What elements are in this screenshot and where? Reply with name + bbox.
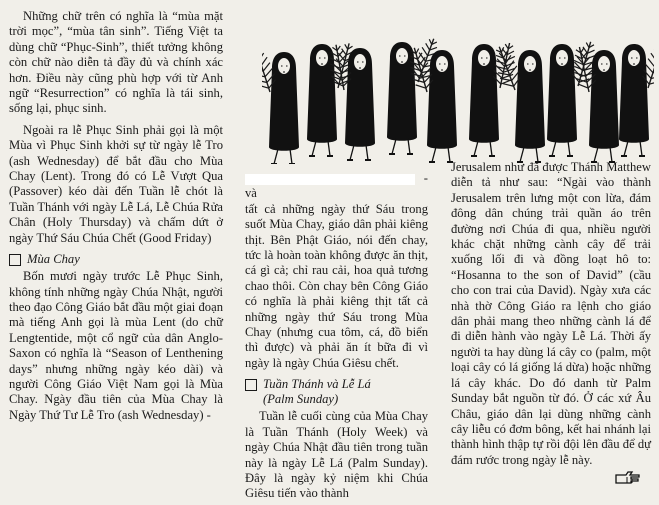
continuation-tail: - và <box>245 171 428 201</box>
section-heading-holy-week <box>245 377 428 407</box>
section-heading-lent <box>9 252 223 267</box>
section-heading-lent-text: Mùa Chay <box>27 252 80 267</box>
checkbox-square-icon <box>9 254 21 266</box>
paragraph-holy-week: Tuần lễ cuối cùng của Mùa Chay là Tuần Thánh (Holy Week) và ngày Chúa Nhật đầu tiên trong tuần này là ngày Lễ Lá (Palm Sunday). Đây là ngày kỷ niệm khi Chúa Giêsu tiến vào thành <box>245 409 428 501</box>
blank-strip <box>245 174 415 185</box>
paragraph-fasting: tất cả những ngày thứ Sáu trong suốt Mùa Chay, giáo dân phải kiêng thịt. Bên Phật Giáo, nói đến chay, tức là hoàn toàn không được ăn thịt, cá gì cả; chỉ rau cải, hoa quả tương chao thôi. Còn chay bên Công Giáo có nghĩa là phải kiêng thịt tất cả những ngày thứ Sáu trong Mùa Chay (nhưng cua tôm, cá, đồ biển thì được) và phải ăn ít bữa đi vì ngày là ngày Chúa Giêsu chết. <box>245 201 428 370</box>
paragraph-continuation-line <box>245 171 428 202</box>
pointing-hand-icon <box>615 471 641 485</box>
nuns-with-palm-fronds-illustration <box>262 14 654 164</box>
paragraph-easter-season: Ngoài ra lễ Phục Sinh phải gọi là một Mùa vì Phục Sinh khởi sự từ ngày lễ Tro (ash Wednesday) để bắt đầu cho Mùa Chay (Lent). Trong đó có Lễ Vượt Qua (Passover) kéo dài đến Tuần lễ chót là Tuần Thánh với ngày Lễ Lá, Lễ Chúa Rửa Chân (Holy Thursday) và chấm dứt ở ngày Thứ Sáu Chúa Chết (Good Friday) <box>9 122 223 245</box>
paragraph-lent: Bốn mươi ngày trước Lễ Phục Sinh, không tính những ngày Chúa Nhật, người theo đạo Công Giáo bắt đầu một giai đoạn mà tiếng Anh gọi là mùa Lent (do chữ Lengtentide, một cổ ngữ của dân Anglo-Saxon có nghĩa là “Season of Lenthening days” nhưng những ngày kéo dài) và người Công Giáo Việt Nam gọi là Mùa Chay. Ngày đầu tiên của Mùa Chay là Ngày Thứ Tư Lễ Tro (ash Wednesday) - <box>9 269 223 422</box>
column-3 <box>451 160 651 468</box>
paragraph-jerusalem: Jerusalem như đã được Thánh Matthew diễn tả như sau: “Ngài vào thành Jerusalem trên lưng một con lừa, đám đông dân chúng trải quần áo trên đường nơi Chúa đi qua, nhiều người khác chặt những cành cây để trải xuống lối đi và đồng loạt hô to: “Hosanna to the son of David” (cầu cho con trai của David). Ngày xưa các nhà thờ Công Giáo ra lệnh cho giáo dân phải mang theo những cành lá để đi diễn hành vào ngày Lễ Lá. Thời ấy người ta hay dùng lá cây co (palm, một loại cây có lá giống lá dừa) hoặc những lá cây khác. Do đó danh từ Palm Sunday bắt nguồn từ đó. Ở các xứ Âu Châu, giáo dân lại dùng những cành cây liễu có đơm bông, kết hai nhánh lại thành hình thập tự rồi đội lên đầu để dự đám rước trong ngày lễ này. <box>451 160 651 467</box>
column-1 <box>9 9 223 423</box>
section-heading-holy-week-line2: (Palm Sunday) <box>263 392 339 407</box>
paragraph-resurrection-meaning: Những chữ trên có nghĩa là “mùa mặt trời mọc”, “mùa tân sinh”. Tiếng Việt ta dùng chữ “Phục-Sinh”, thiết tưởng không còn chữ nào diễn tả đầy đủ và chính xác hơn. Điều này cũng phù hợp với từ Anh ngữ “Resurrection” có nghĩa là tái sinh, sống lại, phục sinh. <box>9 9 223 116</box>
checkbox-square-icon <box>245 379 257 391</box>
column-2 <box>245 171 428 502</box>
section-heading-holy-week-line1: Tuần Thánh và Lễ Lá <box>263 377 371 392</box>
